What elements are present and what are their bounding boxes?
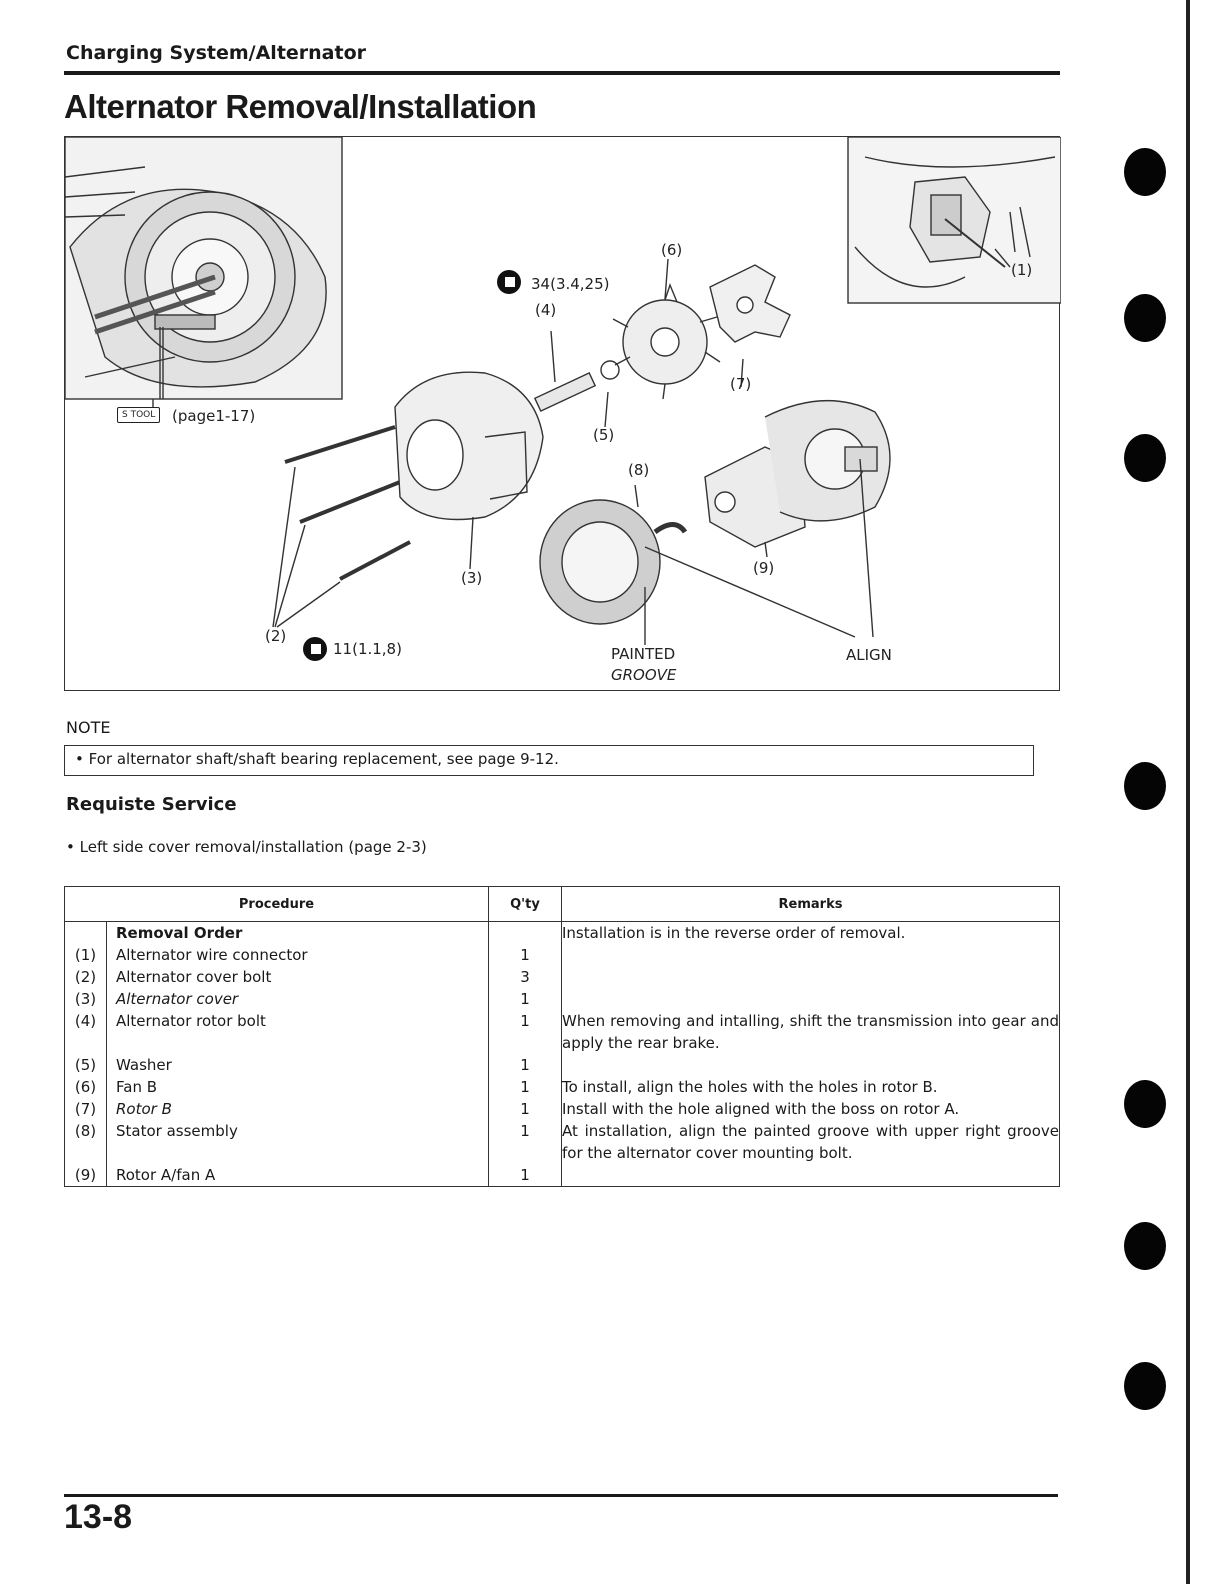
qty-value: 1 (520, 1012, 530, 1030)
callout-4: (4) (535, 301, 557, 319)
index-tab-marker (1124, 1222, 1166, 1270)
remark-stator: At installation, align the painted groove with upper right groove for the alternator cover mounting bolt. (562, 1122, 1059, 1162)
qty-value: 1 (520, 1166, 530, 1184)
remark-rotor-b: Install with the hole aligned with the boss on rotor A. (562, 1100, 960, 1118)
bullet: • (66, 838, 80, 856)
qty-value: 1 (520, 990, 530, 1008)
remarks-column (562, 922, 1060, 1187)
note-label: NOTE (66, 718, 111, 737)
qty-column (489, 922, 562, 1187)
qty-value: 1 (520, 1122, 530, 1140)
row-number: (4) (74, 1012, 97, 1030)
callout-1: (1) (1011, 261, 1033, 279)
remark-fan-b: To install, align the holes with the holes in rotor B. (562, 1078, 938, 1096)
exploded-view-figure (64, 136, 1060, 691)
header-rule (64, 71, 1060, 75)
number-column (65, 922, 107, 1187)
special-tool-page-ref: (page1-17) (172, 407, 256, 425)
row-number: (1) (74, 946, 97, 964)
qty-value: 3 (520, 968, 530, 986)
requisite-service-item (66, 838, 427, 856)
procedure-item: Alternator rotor bolt (116, 1012, 266, 1030)
index-tab-marker (1124, 148, 1166, 196)
remarks-header: Remarks (562, 887, 1060, 922)
qty-value: 1 (520, 1056, 530, 1074)
align-label: ALIGN (846, 646, 892, 664)
qty-value: 1 (520, 1078, 530, 1096)
index-tab-marker (1124, 1362, 1166, 1410)
row-number: (5) (74, 1056, 97, 1074)
bullet: • (75, 750, 89, 768)
qty-header: Q'ty (489, 887, 562, 922)
procedure-item: Washer (116, 1056, 172, 1074)
footer-rule (64, 1494, 1058, 1497)
groove-label: GROOVE (611, 666, 677, 684)
procedure-column (107, 922, 489, 1187)
index-tab-marker (1124, 434, 1166, 482)
callout-6: (6) (661, 241, 683, 259)
callout-7: (7) (730, 375, 752, 393)
page-edge (1186, 0, 1190, 1584)
row-number: (8) (74, 1122, 97, 1140)
procedure-item: Alternator wire connector (116, 946, 308, 964)
painted-label: PAINTED (611, 645, 676, 663)
page-number: 13-8 (64, 1498, 133, 1536)
special-tool-tag: S TOOL (117, 407, 160, 423)
callout-5: (5) (593, 426, 615, 444)
procedure-item: Fan B (116, 1078, 158, 1096)
torque-cover-bolt: 11(1.1,8) (333, 640, 402, 658)
qty-value: 1 (520, 946, 530, 964)
procedure-item: Stator assembly (116, 1122, 238, 1140)
qty-value: 1 (520, 1100, 530, 1118)
remark-rotor-bolt: When removing and intalling, shift the transmission into gear and apply the rear brake. (562, 1012, 1059, 1052)
procedure-table (64, 886, 1060, 1187)
torque-rotor-bolt: 34(3.4,25) (531, 275, 610, 293)
row-number: (9) (74, 1166, 97, 1184)
callout-3: (3) (461, 569, 483, 587)
section-title: Charging System/Alternator (66, 42, 367, 64)
index-tab-marker (1124, 294, 1166, 342)
page-title: Alternator Removal/Installation (64, 88, 537, 125)
callout-9: (9) (753, 559, 775, 577)
requisite-service-title: Requiste Service (66, 794, 237, 815)
row-number: (7) (74, 1100, 97, 1118)
removal-order-heading: Removal Order (116, 924, 243, 942)
procedure-item: Alternator cover (116, 990, 239, 1008)
index-tab-marker (1124, 762, 1166, 810)
procedure-item: Rotor B (116, 1100, 172, 1118)
procedure-item: Alternator cover bolt (116, 968, 272, 986)
requisite-item-text: Left side cover removal/installation (page 2-3) (79, 838, 427, 856)
index-tab-marker (1124, 1080, 1166, 1128)
procedure-header: Procedure (65, 887, 489, 922)
callout-2: (2) (265, 627, 287, 645)
note-text: For alternator shaft/shaft bearing replacement, see page 9-12. (88, 750, 559, 768)
remark-general: Installation is in the reverse order of removal. (562, 924, 906, 942)
row-number: (6) (74, 1078, 97, 1096)
row-number: (3) (74, 990, 97, 1008)
callout-8: (8) (628, 461, 650, 479)
row-number: (2) (74, 968, 97, 986)
procedure-item: Rotor A/fan A (116, 1166, 216, 1184)
note-box (64, 745, 1034, 776)
